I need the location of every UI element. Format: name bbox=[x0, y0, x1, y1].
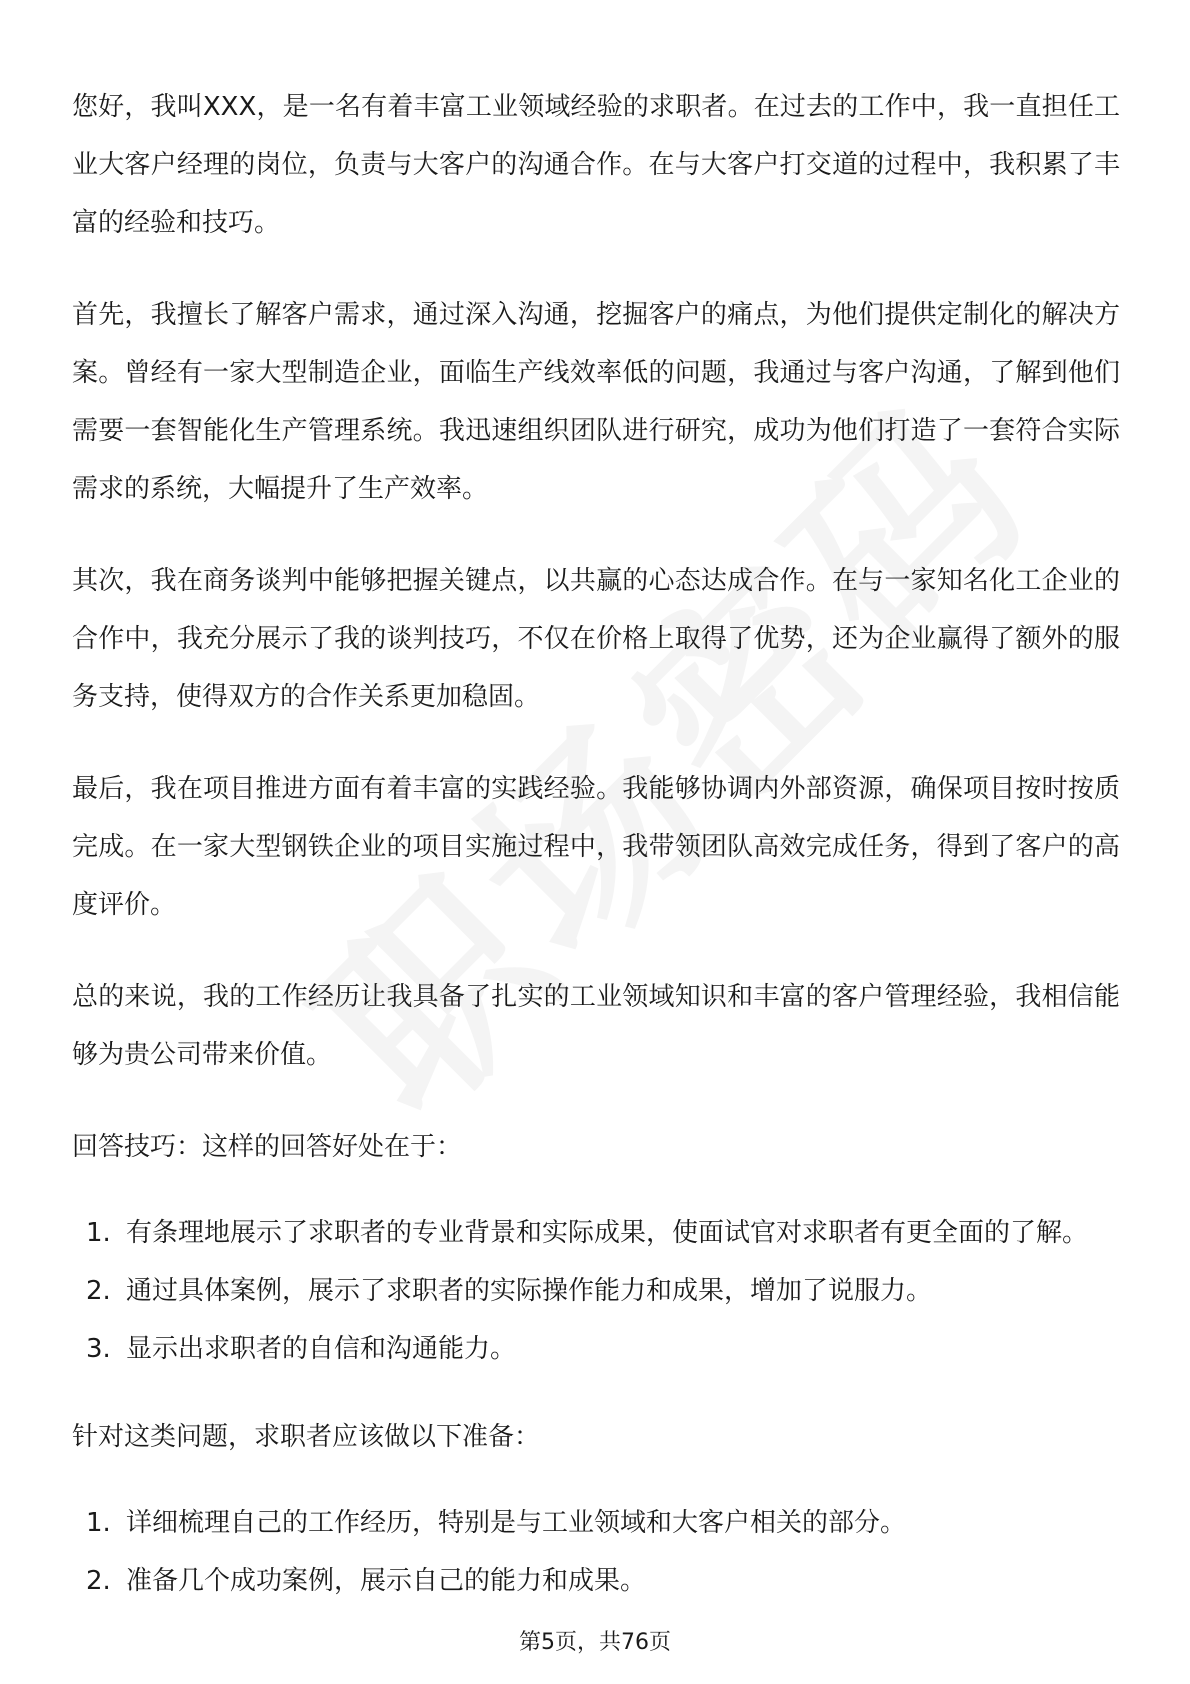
list-item bbox=[72, 1494, 1120, 1552]
paragraph-summary: 总的来说，我的工作经历让我具备了扎实的工业领域知识和丰富的客户管理经验，我相信能够为贵公司带来价值。 bbox=[72, 982, 1120, 1070]
page-number: 第5页，共76页 bbox=[519, 1630, 671, 1655]
list-item-number: 1. bbox=[86, 1508, 111, 1538]
list-item bbox=[72, 1552, 1120, 1610]
list-item-text: 详细梳理自己的工作经历，特别是与工业领域和大客户相关的部分。 bbox=[126, 1508, 907, 1538]
paragraph-last: 最后，我在项目推进方面有着丰富的实践经验。我能够协调内外部资源，确保项目按时按质完成。在一家大型钢铁企业的项目实施过程中，我带领团队高效完成任务，得到了客户的高度评价。 bbox=[72, 774, 1120, 920]
list-item-number: 3. bbox=[86, 1334, 111, 1364]
list-item-number: 2. bbox=[86, 1566, 111, 1596]
list-item-number: 2. bbox=[86, 1276, 111, 1306]
paragraph-second: 其次，我在商务谈判中能够把握关键点，以共赢的心态达成合作。在与一家知名化工企业的合作中，我充分展示了我的谈判技巧，不仅在价格上取得了优势，还为企业赢得了额外的服务支持，使得双方的合作关系更加稳固。 bbox=[72, 566, 1120, 712]
prep-list bbox=[72, 1494, 1120, 1610]
list-item bbox=[72, 1262, 1120, 1320]
list-item-text: 准备几个成功案例，展示自己的能力和成果。 bbox=[126, 1566, 647, 1596]
tips-heading: 回答技巧：这样的回答好处在于： bbox=[72, 1132, 463, 1162]
document-body bbox=[72, 78, 1120, 1640]
list-item-text: 通过具体案例，展示了求职者的实际操作能力和成果，增加了说服力。 bbox=[126, 1276, 933, 1306]
list-item-text: 有条理地展示了求职者的专业背景和实际成果，使面试官对求职者有更全面的了解。 bbox=[126, 1218, 1089, 1248]
paragraph-intro: 您好，我叫XXX，是一名有着丰富工业领域经验的求职者。在过去的工作中，我一直担任工业大客户经理的岗位，负责与大客户的沟通合作。在与大客户打交道的过程中，我积累了丰富的经验和技巧。 bbox=[72, 92, 1120, 238]
tips-list bbox=[72, 1204, 1120, 1378]
prep-heading: 针对这类问题，求职者应该做以下准备： bbox=[72, 1422, 541, 1452]
paragraph-first: 首先，我擅长了解客户需求，通过深入沟通，挖掘客户的痛点，为他们提供定制化的解决方案。曾经有一家大型制造企业，面临生产线效率低的问题，我通过与客户沟通，了解到他们需要一套智能化生产管理系统。我迅速组织团队进行研究，成功为他们打造了一套符合实际需求的系统，大幅提升了生产效率。 bbox=[72, 300, 1120, 504]
list-item-number: 1. bbox=[86, 1218, 111, 1248]
list-item bbox=[72, 1204, 1120, 1262]
list-item bbox=[72, 1320, 1120, 1378]
list-item-text: 显示出求职者的自信和沟通能力。 bbox=[126, 1334, 517, 1364]
